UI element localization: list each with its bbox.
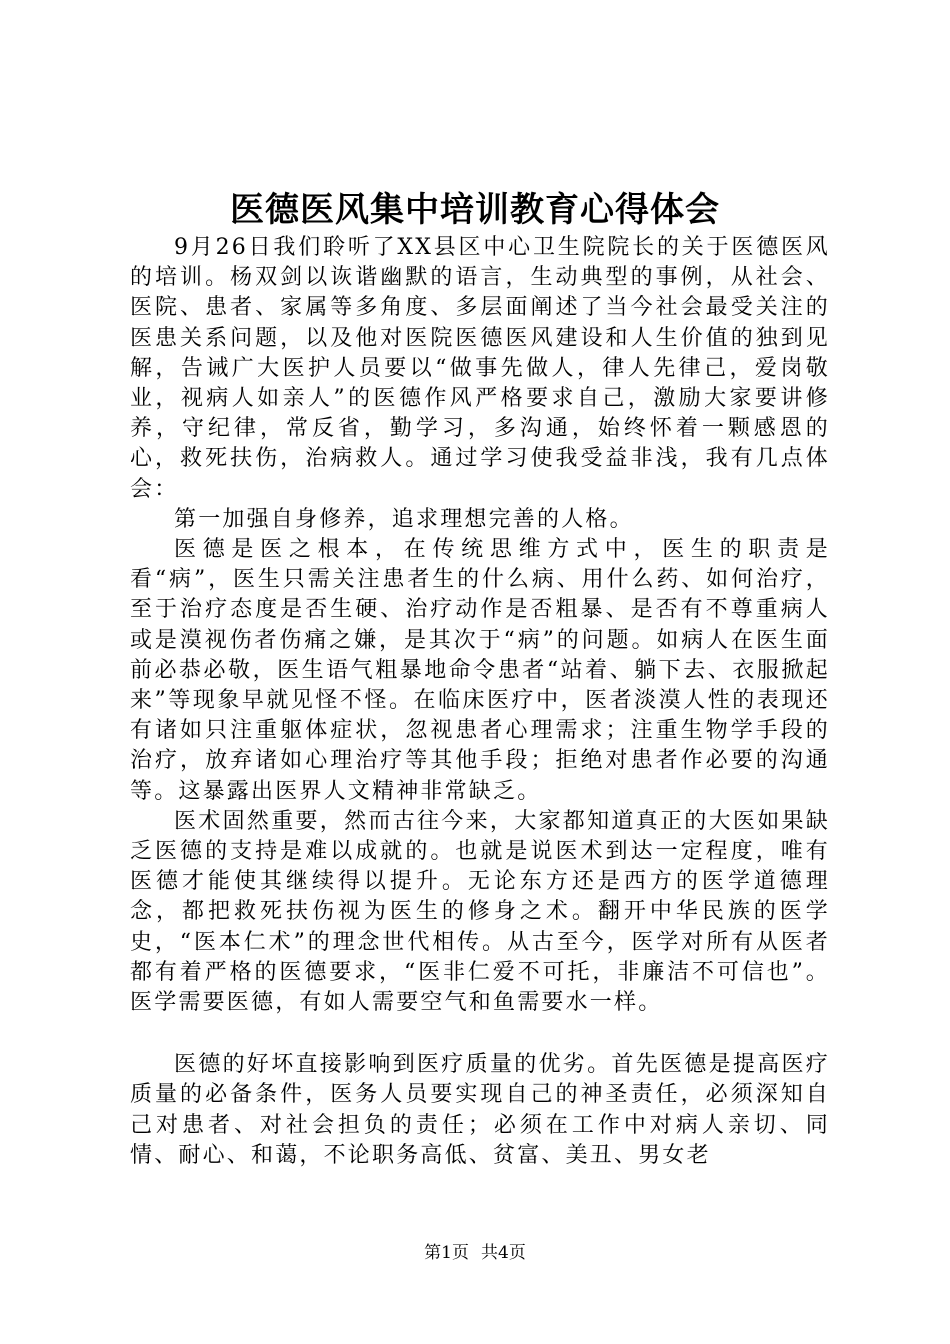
page-total: 共4页 [481, 1243, 526, 1263]
paragraph-spacer [130, 1018, 830, 1050]
paragraph-intro: 9月26日我们聆听了XX县区中心卫生院院长的关于医德医风的培训。杨双剑以诙谐幽默的语言，生动典型的事例，从社会、医院、患者、家属等多角度、多层面阐述了当今社会最受关注的医患关系问题，以及他对医院医德医风建设和人生价值的独到见解，告诫广大医护人员要以“做事先做人，律人先律己，爱岗敬业，视病人如亲人”的医德作风严格要求自己，激励大家要讲修养，守纪律，常反省，勤学习，多沟通，始终怀着一颗感恩的心，救死扶伤，治病救人。通过学习使我受益非浅，我有几点体会： [130, 235, 830, 502]
document-title: 医德医风集中培训教育心得体会 [230, 190, 720, 230]
page-number: 第1页 [424, 1243, 469, 1263]
document-body [130, 233, 830, 1171]
paragraph-medical-skill: 医术固然重要，然而古往今来，大家都知道真正的大医如果缺乏医德的支持是难以成就的。也就是说医术到达一定程度，唯有医德才能使其继续得以提升。无论东方还是西方的医学道德理念，都把救死扶伤视为医生的修身之术。翻开中华民族的医学史，“医本仁术”的理念世代相传。从古至今，医学对所有从医者都有着严格的医德要求，“医非仁爱不可托，非廉洁不可信也”。医学需要医德，有如人需要空气和鱼需要水一样。 [130, 808, 830, 1016]
paragraph-medical-ethics: 医德是医之根本，在传统思维方式中，医生的职责是看“病”，医生只需关注患者生的什么病、用什么药、如何治疗，至于治疗态度是否生硬、治疗动作是否粗暴、是否有不尊重病人或是漠视伤者伤痛之嫌，是其次于“病”的问题。如病人在医生面前必恭必敬，医生语气粗暴地命令患者“站着、躺下去、衣服掀起来”等现象早就见怪不怪。在临床医疗中，医者淡漠人性的表现还有诸如只注重躯体症状，忽视患者心理需求；注重生物学手段的治疗，放弃诸如心理治疗等其他手段；拒绝对患者作必要的沟通等。这暴露出医界人文精神非常缺乏。 [130, 537, 830, 804]
page-footer [0, 1241, 950, 1265]
paragraph-point-one: 第一加强自身修养，追求理想完善的人格。 [174, 506, 634, 532]
paragraph-quality: 医德的好坏直接影响到医疗质量的优劣。首先医德是提高医疗质量的必备条件，医务人员要实现自己的神圣责任，必须深知自己对患者、对社会担负的责任；必须在工作中对病人亲切、同情、耐心、和蔼，不论职务高低、贫富、美丑、男女老 [130, 1052, 830, 1168]
